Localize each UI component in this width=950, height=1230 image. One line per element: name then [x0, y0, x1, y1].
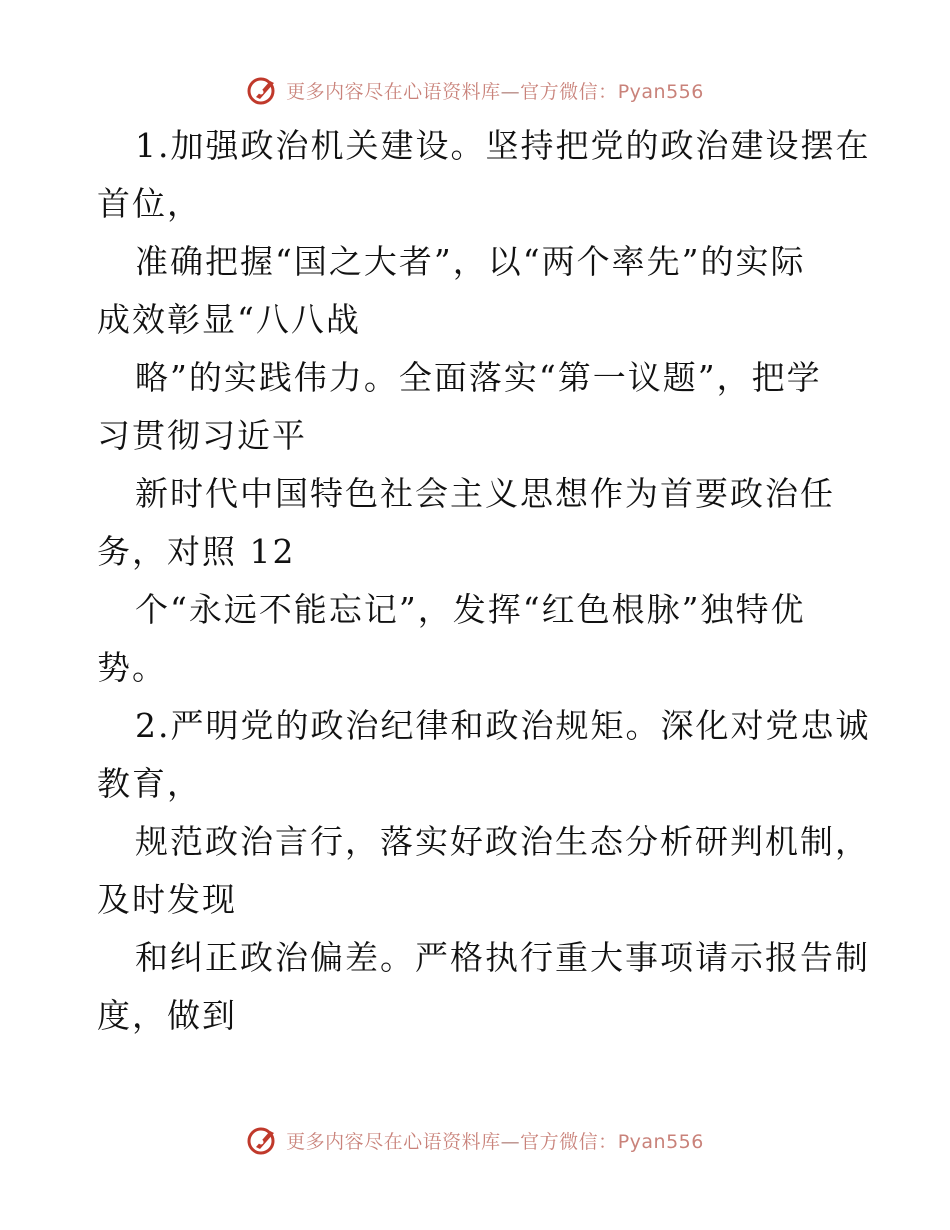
document-body [97, 117, 871, 1045]
text-line: 新时代中国特色社会主义思想作为首要政治任 [135, 474, 835, 513]
text-line: 教育， [97, 764, 202, 803]
watermark-text: 更多内容尽在心语资料库—官方微信：Pyan556 [286, 1130, 704, 1153]
text-line: 习贯彻习近平 [97, 416, 307, 455]
text-line: 首位， [97, 184, 202, 223]
text-line: 1.加强政治机关建设。坚持把党的政治建设摆在 [135, 126, 871, 165]
text-line: 度，做到 [97, 996, 237, 1035]
pen-nib-circle-icon [246, 1123, 280, 1157]
text-line: 准确把握“国之大者”，以“两个率先”的实际 [135, 242, 806, 281]
text-line: 及时发现 [97, 880, 237, 919]
watermark-text: 更多内容尽在心语资料库—官方微信：Pyan556 [286, 80, 704, 103]
text-line: 规范政治言行，落实好政治生态分析研判机制， [135, 822, 870, 861]
text-line: 2.严明党的政治纪律和政治规矩。深化对党忠诚 [135, 706, 871, 745]
text-line: 略”的实践伟力。全面落实“第一议题”，把学 [135, 358, 822, 397]
text-line: 个“永远不能忘记”，发挥“红色根脉”独特优 [135, 590, 806, 629]
header-watermark [0, 70, 950, 110]
text-line: 和纠正政治偏差。严格执行重大事项请示报告制 [135, 938, 870, 977]
pen-nib-circle-icon [246, 73, 280, 107]
text-line: 势。 [97, 648, 167, 687]
footer-watermark [0, 1120, 950, 1160]
text-line: 务，对照 12 [97, 532, 296, 571]
text-line: 成效彰显“八八战 [97, 300, 361, 339]
